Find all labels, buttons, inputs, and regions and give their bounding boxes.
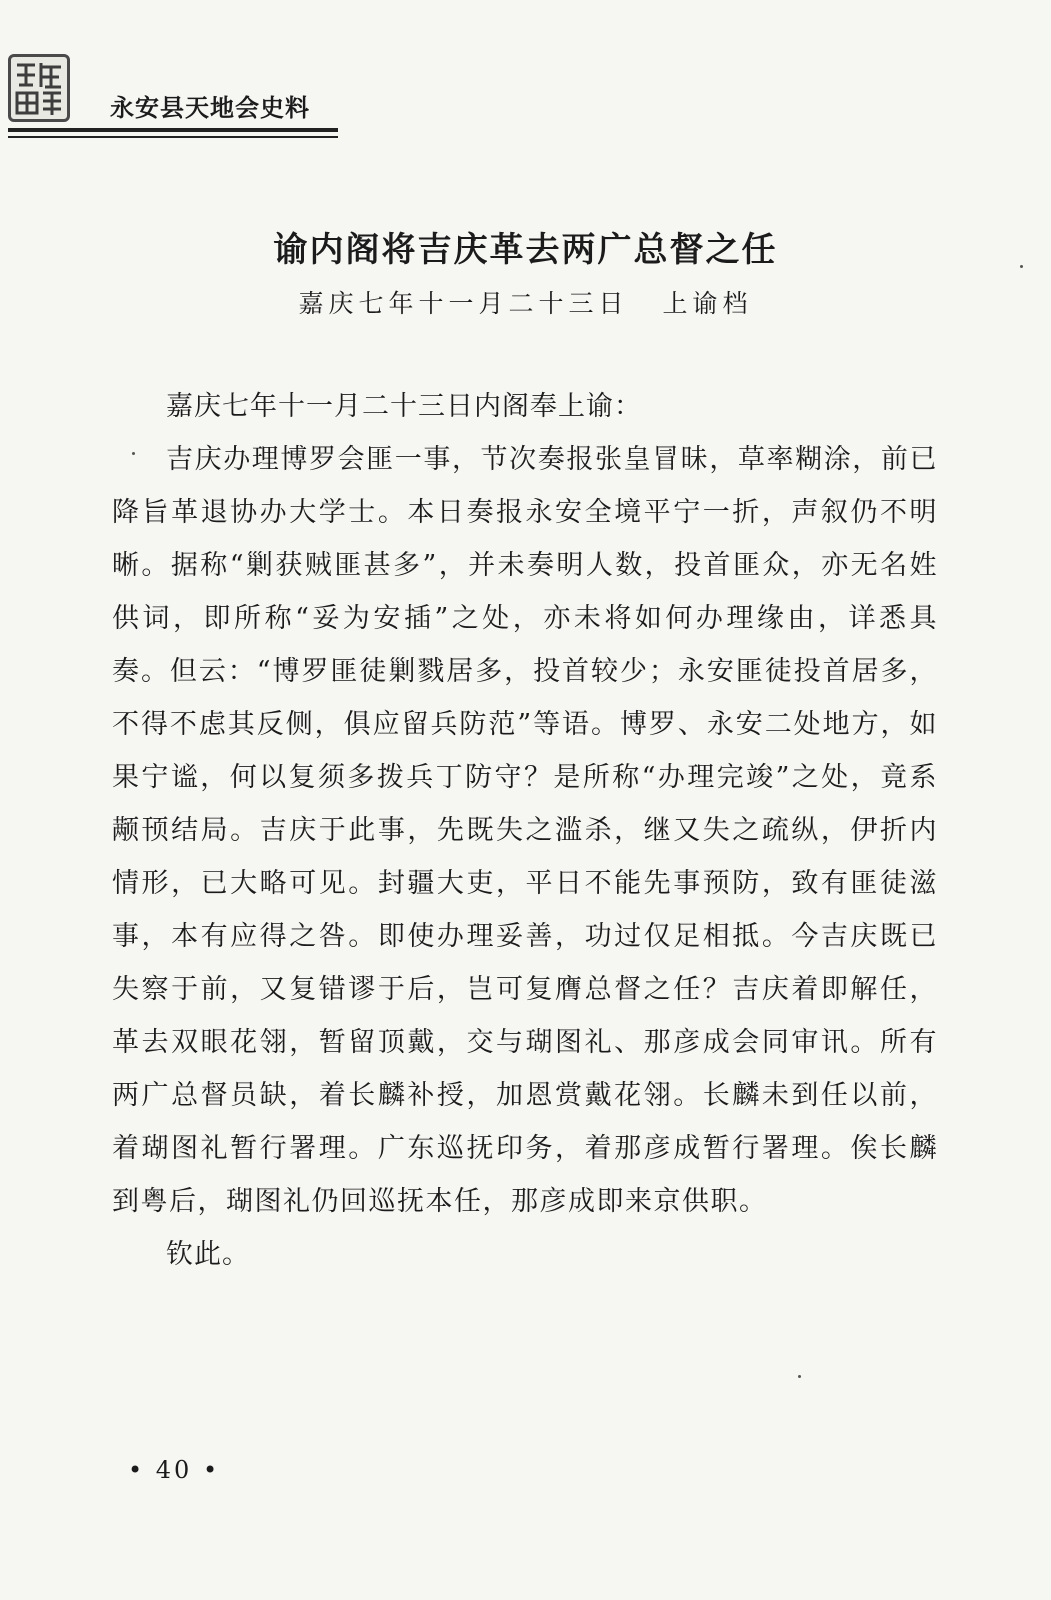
header-rule-thin [8, 136, 338, 138]
closing-line: 钦此。 [166, 1239, 250, 1270]
scan-speck [798, 1375, 801, 1378]
seal-logo [8, 54, 70, 122]
page-number: • 40 • [128, 1456, 221, 1484]
document-subtitle [0, 284, 1051, 320]
header-rule [8, 128, 338, 132]
document-date: 嘉庆七年十一月二十三日 [298, 289, 629, 318]
running-head: 永安县天地会史料 [110, 94, 310, 122]
document-source: 上谕档 [662, 289, 753, 318]
scan-speck [132, 452, 135, 455]
scan-speck [1020, 265, 1023, 268]
opening-line: 嘉庆七年十一月二十三日内阁奉上谕： [166, 391, 642, 422]
seal-glyph-icon [11, 57, 67, 119]
document-body [112, 380, 938, 1281]
document-title: 谕内阁将吉庆革去两广总督之任 [273, 230, 778, 270]
main-paragraph: 吉庆办理博罗会匪一事，节次奏报张皇冒昧，草率糊涂，前已降旨革退协办大学士。本日奏报永安全境平宁一折，声叙仍不明晰。据称“剿获贼匪甚多”，并未奏明人数，投首匪众，亦无名姓供词，即所称“妥为安插”之处，亦未将如何办理缘由，详悉具奏。但云：“博罗匪徒剿戮居多，投首较少；永安匪徒投首居多，不得不虑其反侧，俱应留兵防范”等语。博罗、永安二处地方，如果宁谧，何以复须多拨兵丁防守？是所称“办理完竣”之处，竟系颟顸结局。吉庆于此事，先既失之滥杀，继又失之疏纵，伊折内情形，已大略可见。封疆大吏，平日不能先事预防，致有匪徒滋事，本有应得之咎。即使办理妥善，功过仅足相抵。今吉庆既已失察于前，又复错谬于后，岂可复膺总督之任？吉庆着即解任，革去双眼花翎，暂留顶戴，交与瑚图礼、那彦成会同审讯。所有两广总督员缺，着长麟补授，加恩赏戴花翎。长麟未到任以前，着瑚图礼暂行署理。广东巡抚印务，着那彦成暂行署理。俟长麟到粤后，瑚图礼仍回巡抚本任，那彦成即来京供职。 [112, 444, 938, 1217]
